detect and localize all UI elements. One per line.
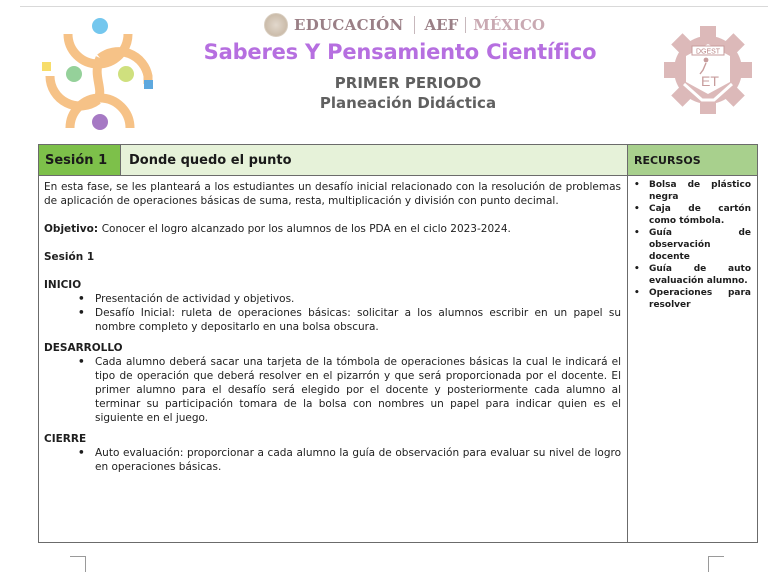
document-title: Saberes Y Pensamiento Científico <box>203 40 597 64</box>
resources-cell <box>628 176 757 542</box>
list-item: • Cada alumno deberá sacar una tarjeta de la tómbola de operaciones básicas la cual le indicará el tipo de operación que deberá resolver en el pizarrón y que será proporcionada por el docente. El primer alumno para el desafío será elegido por el docente y posteriormente cada alumno al terminar su participación tomara de la bolsa con nombres un papel para indicar quien es el siguiente en el juego. <box>78 355 621 425</box>
resource-item: • Operaciones para resolver <box>632 287 751 311</box>
section-inicio <box>44 278 621 334</box>
page-top-border <box>20 6 768 7</box>
page-corner-mark <box>708 556 724 572</box>
nem-logo-icon <box>40 16 160 132</box>
table-header-row <box>39 145 757 176</box>
resource-item: • Caja de cartón como tómbola. <box>632 203 751 227</box>
document-subtitle: Planeación Didáctica <box>319 94 497 112</box>
section-desarrollo <box>44 341 621 425</box>
section-cierre <box>44 432 621 474</box>
session-number-cell: Sesión 1 <box>39 145 121 175</box>
government-header <box>264 10 545 40</box>
objective-paragraph <box>44 222 621 236</box>
dgest-gear-logo-icon <box>662 24 754 116</box>
resource-item: • Guía de observación docente <box>632 227 751 263</box>
spacer <box>44 334 621 341</box>
section-list <box>44 446 621 474</box>
intro-paragraph: En esta fase, se les planteará a los estudiantes un desafío inicial relacionado con la resolución de problemas de aplicación de operaciones básicas de suma, resta, multiplicación y división con punto decimal. <box>44 181 621 207</box>
resources-list <box>632 179 751 311</box>
et-mark: ET <box>701 73 719 89</box>
dgest-text: DGEST <box>695 48 721 56</box>
list-item: • Presentación de actividad y objetivos. <box>78 292 621 306</box>
objective-label: Objetivo: <box>44 223 102 235</box>
header-divider <box>414 16 415 34</box>
resource-item: • Bolsa de plástico negra <box>632 179 751 203</box>
page-corner-mark <box>70 556 86 572</box>
list-item: • Desafío Inicial: ruleta de operaciones básicas: solicitar a los alumnos escribir en un papel su nombre completo y depositarlo en una bolsa obscura. <box>78 306 621 334</box>
section-list <box>44 292 621 334</box>
aef-label: AEF <box>424 16 459 34</box>
section-title: CIERRE <box>44 433 87 445</box>
mexico-label: MÉXICO <box>473 16 545 34</box>
period-label: PRIMER PERIODO <box>334 74 482 92</box>
lesson-plan-table <box>38 144 758 543</box>
session-heading: Sesión 1 <box>44 251 95 263</box>
list-item: • Auto evaluación: proporcionar a cada alumno la guía de observación para evaluar su nivel de logro en operaciones básicas. <box>78 446 621 474</box>
spacer <box>44 425 621 432</box>
header-divider <box>465 17 466 33</box>
session-topic-cell: Donde quedo el punto <box>121 145 628 175</box>
mexico-seal-icon <box>264 13 288 37</box>
section-title: DESARROLLO <box>44 342 123 354</box>
education-label: EDUCACIÓN <box>294 16 404 34</box>
section-list <box>44 355 621 425</box>
resource-item: • Guía de auto evaluación alumno. <box>632 263 751 287</box>
resources-header-cell: RECURSOS <box>628 145 757 175</box>
session-content-cell <box>39 176 628 542</box>
section-title: INICIO <box>44 279 82 291</box>
objective-text: Conocer el logro alcanzado por los alumnos de los PDA en el ciclo 2023-2024. <box>101 223 511 235</box>
